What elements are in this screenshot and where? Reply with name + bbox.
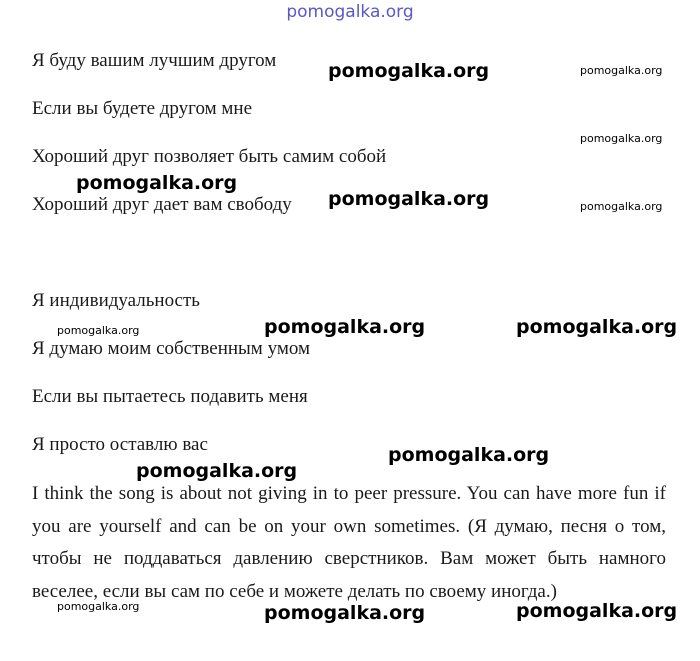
header-watermark: pomogalka.org — [286, 2, 414, 22]
watermark: pomogalka.org — [328, 60, 490, 82]
watermark: pomogalka.org — [264, 316, 426, 338]
watermark: pomogalka.org — [136, 460, 298, 482]
lyric-line-7: Если вы пытаетесь подавить меня — [32, 386, 308, 407]
lyric-line-2: Если вы будете другом мне — [32, 98, 253, 119]
lyric-line-8: Я просто оставлю вас — [32, 434, 208, 455]
watermark: pomogalka.org — [76, 172, 238, 194]
watermark-small: pomogalka.org — [57, 324, 140, 337]
lyric-line-1: Я буду вашим лучшим другом — [32, 50, 277, 71]
lyric-line-6: Я думаю моим собственным умом — [32, 338, 311, 359]
watermark-small: pomogalka.org — [57, 600, 140, 613]
lyric-line-5: Я индивидуальность — [32, 290, 200, 311]
watermark: pomogalka.org — [264, 602, 426, 624]
watermark-small: pomogalka.org — [580, 132, 663, 145]
watermark-small: pomogalka.org — [580, 200, 663, 213]
watermark-small: pomogalka.org — [580, 64, 663, 77]
watermark: pomogalka.org — [516, 600, 678, 622]
watermark: pomogalka.org — [328, 188, 490, 210]
watermark: pomogalka.org — [388, 444, 550, 466]
lyric-line-4: Хороший друг дает вам свободу — [32, 194, 292, 215]
lyric-line-3: Хороший друг позволяет быть самим собой — [32, 146, 387, 167]
answer-paragraph: I think the song is about not giving in to peer pressure. You can have more fun if you are yourself and can be on your own sometimes. (Я думаю, песня о том, чтобы не поддаваться давлению сверстников. Вам может быть намного веселее, если вы сам по себе и можете делать по своему иногда.) — [32, 483, 666, 602]
watermark: pomogalka.org — [516, 316, 678, 338]
